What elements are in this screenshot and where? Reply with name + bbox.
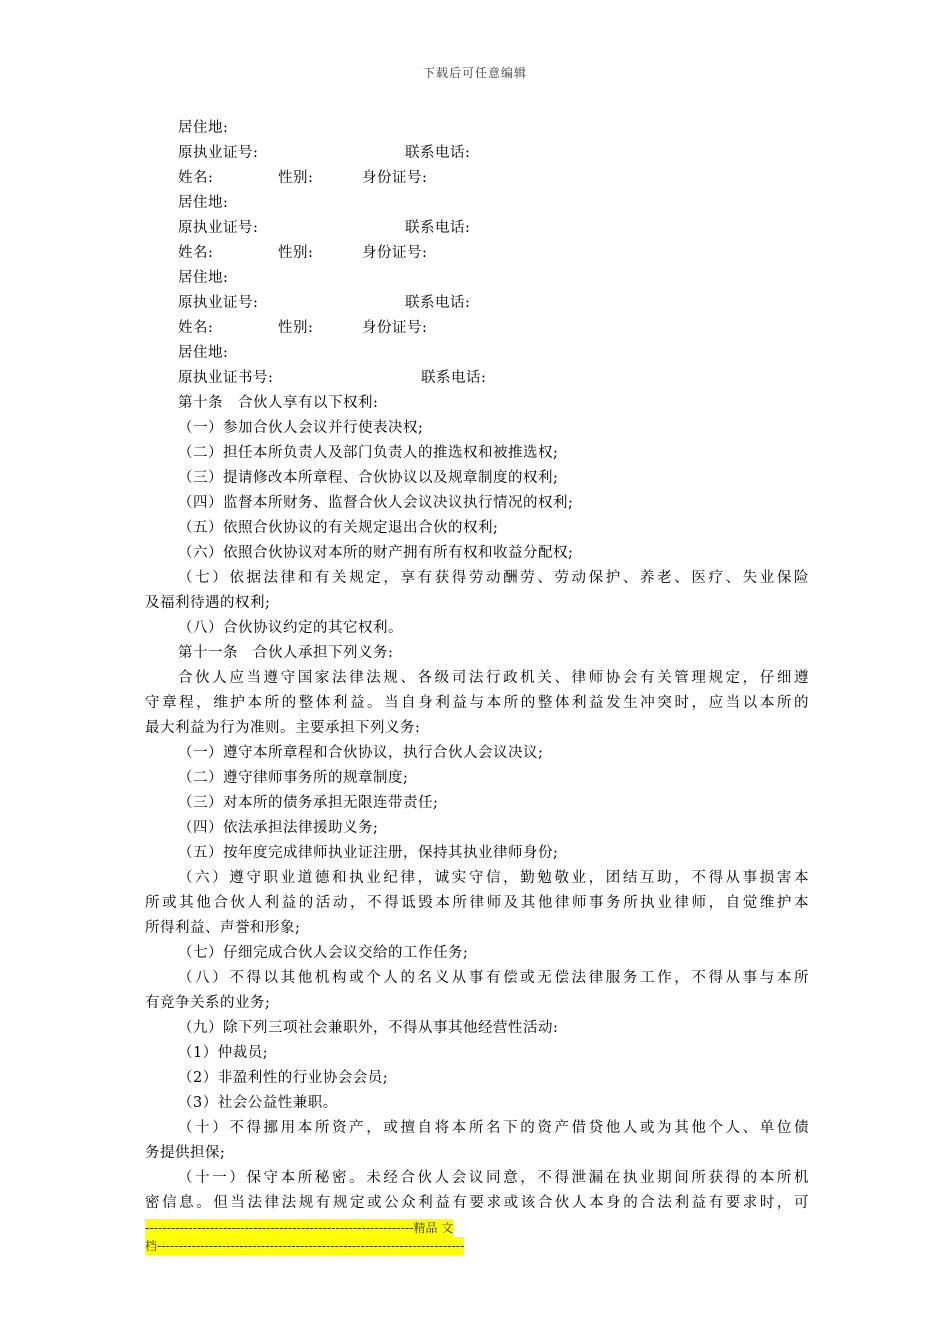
footer-line-1: --------------------------------------------------------------精品 文 (145, 1221, 454, 1235)
article-11-item: （七）仔细完成合伙人会议交给的工作任务; (178, 945, 469, 961)
article-11-item: （二）遵守律师事务所的规章制度; (178, 770, 409, 786)
article-11-item: （五）按年度完成律师执业证注册，保持其执业律师身份; (178, 845, 559, 861)
article-11-item-continued: 有竞争关系的业务; (145, 995, 271, 1011)
article-11-item: （九）除下列三项社会兼职外，不得从事其他经营性活动: (178, 1020, 559, 1036)
article-11-item: （三）对本所的债务承担无限连带责任; (178, 795, 439, 811)
page-header: 下载后可任意编辑 (422, 66, 527, 80)
name-line: 姓名: 性别: 身份证号: (178, 320, 428, 336)
residence-line: 居住地: (178, 195, 229, 211)
article-10-item: （五）依照合伙协议的有关规定退出合伙的权利; (178, 520, 499, 536)
article-11-subitem: （1）仲裁员; (178, 1045, 269, 1061)
cert-line: 原执业证书号: 联系电话: (178, 370, 487, 386)
article-10-item: （七）依据法律和有关规定，享有获得劳动酬劳、劳动保护、养老、医疗、失业保险 (178, 570, 809, 586)
name-line: 姓名: 性别: 身份证号: (178, 170, 428, 186)
article-11-subitem: （3）社会公益性兼职。 (178, 1095, 338, 1111)
cert-line: 原执业证号: 联系电话: (178, 145, 471, 161)
article-11-item: （六）遵守职业道德和执业纪律，诚实守信，勤勉敬业，团结互助，不得从事损害本 (178, 870, 809, 886)
article-11-item: （八）不得以其他机构或个人的名义从事有偿或无偿法律服务工作，不得从事与本所 (178, 970, 809, 986)
article-11-item-continued: 密信息。但当法律法规有规定或公众利益有要求或该合伙人本身的合法利益有要求时，可 (145, 1195, 809, 1211)
article-10-item: （三）提请修改本所章程、合伙协议以及规章制度的权利; (178, 470, 559, 486)
article-10-item-continued: 及福利待遇的权利; (145, 595, 271, 611)
article-11-intro: 守章程，维护本所的整体利益。当自身利益与本所的整体利益发生冲突时，应当以本所的 (145, 695, 809, 711)
article-11-item: （四）依法承担法律援助义务; (178, 820, 379, 836)
article-10-item: （一）参加合伙人会议并行使表决权; (178, 420, 424, 436)
article-10-item: （六）依照合伙协议对本所的财产拥有所有权和收益分配权; (178, 545, 574, 561)
residence-line: 居住地: (178, 270, 229, 286)
article-10-item: （四）监督本所财务、监督合伙人会议决议执行情况的权利; (178, 495, 574, 511)
document-body (145, 116, 809, 1216)
cert-line: 原执业证号: 联系电话: (178, 295, 471, 311)
article-11-intro: 最大利益为行为准则。主要承担下列义务: (145, 720, 421, 736)
article-11-title: 第十一条 合伙人承担下列义务: (178, 645, 394, 661)
cert-line: 原执业证号: 联系电话: (178, 220, 471, 236)
article-11-subitem: （2）非盈利性的行业协会会员; (178, 1070, 389, 1086)
article-11-item-continued: 所得利益、声誉和形象; (145, 920, 301, 936)
page-footer (145, 1219, 464, 1255)
article-10-item: （二）担任本所负责人及部门负责人的推选权和被推选权; (178, 445, 559, 461)
name-line: 姓名: 性别: 身份证号: (178, 245, 428, 261)
article-11-item-continued: 务提供担保; (145, 1145, 226, 1161)
article-11-item: （十一）保守本所秘密。未经合伙人会议同意，不得泄漏在执业期间所获得的本所机 (178, 1170, 809, 1186)
footer-line-2: 档----------------------------------------------------------------------- (145, 1239, 465, 1253)
residence-line: 居住地: (178, 345, 229, 361)
article-11-item: （一）遵守本所章程和合伙协议，执行合伙人会议决议; (178, 745, 544, 761)
article-11-intro: 合伙人应当遵守国家法律法规、各级司法行政机关、律师协会有关管理规定，仔细遵 (178, 670, 809, 686)
article-11-item: （十）不得挪用本所资产，或擅自将本所名下的资产借贷他人或为其他个人、单位债 (178, 1120, 809, 1136)
article-10-item: （八）合伙协议约定的其它权利。 (178, 620, 403, 636)
residence-line: 居住地: (178, 120, 229, 136)
article-10-title: 第十条 合伙人享有以下权利: (178, 395, 379, 411)
article-11-item-continued: 所或其他合伙人利益的活动，不得诋毁本所律师及其他律师事务所执业律师，自觉维护本 (145, 895, 809, 911)
